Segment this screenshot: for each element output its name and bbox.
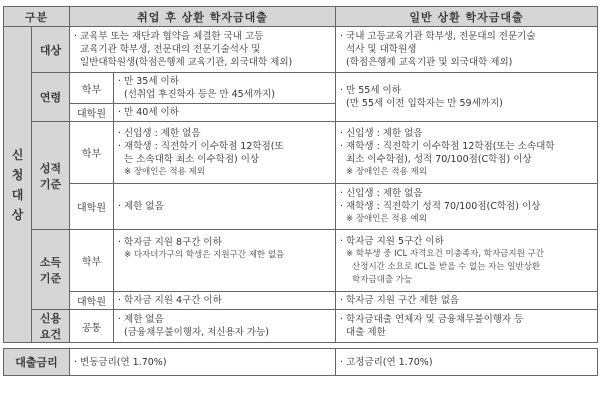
income-general-grad: · 학자금 지원 구간 제한 없음	[336, 292, 598, 310]
age-general: · 만 55세 이하 (만 55세 이전 입학자는 만 59세까지)	[336, 73, 598, 122]
row-label-grade: 성적 기준	[32, 122, 70, 230]
group-label-char: 청	[11, 167, 24, 182]
age-after-undergrad: · 만 35세 이하 (선취업 후진학자 등은 만 45세까지)	[114, 73, 336, 104]
rate-general: · 고정금리(연 1.70%)	[336, 349, 598, 376]
income-undergrad-label: 학부	[70, 230, 114, 292]
row-label-credit: 신용 요건	[32, 310, 70, 343]
row-label-target: 대상	[32, 27, 70, 73]
age-grad-label: 대학원	[70, 104, 114, 122]
credit-general: · 학자금대출 연체자 및 금융채무불이행자 등 대출 제한	[336, 310, 598, 343]
grade-grad-label: 대학원	[70, 184, 114, 230]
header-general: 일반 상환 학자금대출	[336, 7, 598, 27]
group-label-char: 상	[11, 207, 24, 222]
comparison-table	[3, 6, 598, 343]
group-label-applicant	[4, 27, 32, 343]
header-category: 구분	[4, 7, 70, 27]
income-general-undergrad: · 학자금 지원 5구간 이하 ※ 학부생 중 ICL 자격요건 미충족자, 학자금지원 구간 산정시간 소요로 ICL을 받을 수 없는 자는 일반상환 학자금대출 가능	[336, 230, 598, 292]
credit-common-label: 공통	[70, 310, 114, 343]
target-after: · 교육부 또는 재단과 협약을 체결한 국내 고등 교육기관 학부생, 전문대의 전문기술석사 및 일반대학원생(학점은행제 교육기관, 외국대학 제외)	[70, 27, 336, 73]
income-grad-label: 대학원	[70, 292, 114, 310]
rate-label: 대출금리	[4, 349, 70, 376]
rate-table	[3, 348, 598, 376]
grade-undergrad-label: 학부	[70, 122, 114, 184]
group-label-char: 대	[11, 187, 24, 202]
age-after-grad: · 만 40세 이하	[114, 104, 336, 122]
target-general: · 국내 고등교육기관 학부생, 전문대의 전문기술 석사 및 대학원생 (학점은행제 교육기관 및 외국대학 제외)	[336, 27, 598, 73]
income-after-grad: · 학자금 지원 4구간 이하	[114, 292, 336, 310]
grade-general-undergrad: · 신입생 : 제한 없음 · 재학생 : 직전학기 이수학점 12학점(또는 소속대학 최소 이수학점), 성적 70/100점(C학점) 이상 ※ 장애인은 적용 제외	[336, 122, 598, 184]
grade-after-grad: · 제한 없음	[114, 184, 336, 230]
row-label-income: 소득 기준	[32, 230, 70, 310]
group-label-char: 신	[11, 147, 24, 162]
credit-after: · 제한 없음 (금융채무불이행자, 저신용자 가능)	[114, 310, 336, 343]
grade-after-undergrad: · 신입생 : 제한 없음 · 재학생 : 직전학기 이수학점 12학점(또 는 소속대학 최소 이수학점) 이상 ※ 장애인은 적용 제외	[114, 122, 336, 184]
rate-after: · 변동금리(연 1.70%)	[70, 349, 336, 376]
row-label-age: 연령	[32, 73, 70, 122]
income-after-undergrad: · 학자금 지원 8구간 이하 ※ 다자녀가구의 학생은 지원구간 제한 없음	[114, 230, 336, 292]
header-after-employment: 취업 후 상환 학자금대출	[70, 7, 336, 27]
age-undergrad-label: 학부	[70, 73, 114, 104]
grade-general-grad: · 신입생 : 제한 없음 · 재학생 : 직전학기 성적 70/100점(C학점) 이상 ※ 장애인은 적용 예외	[336, 184, 598, 230]
